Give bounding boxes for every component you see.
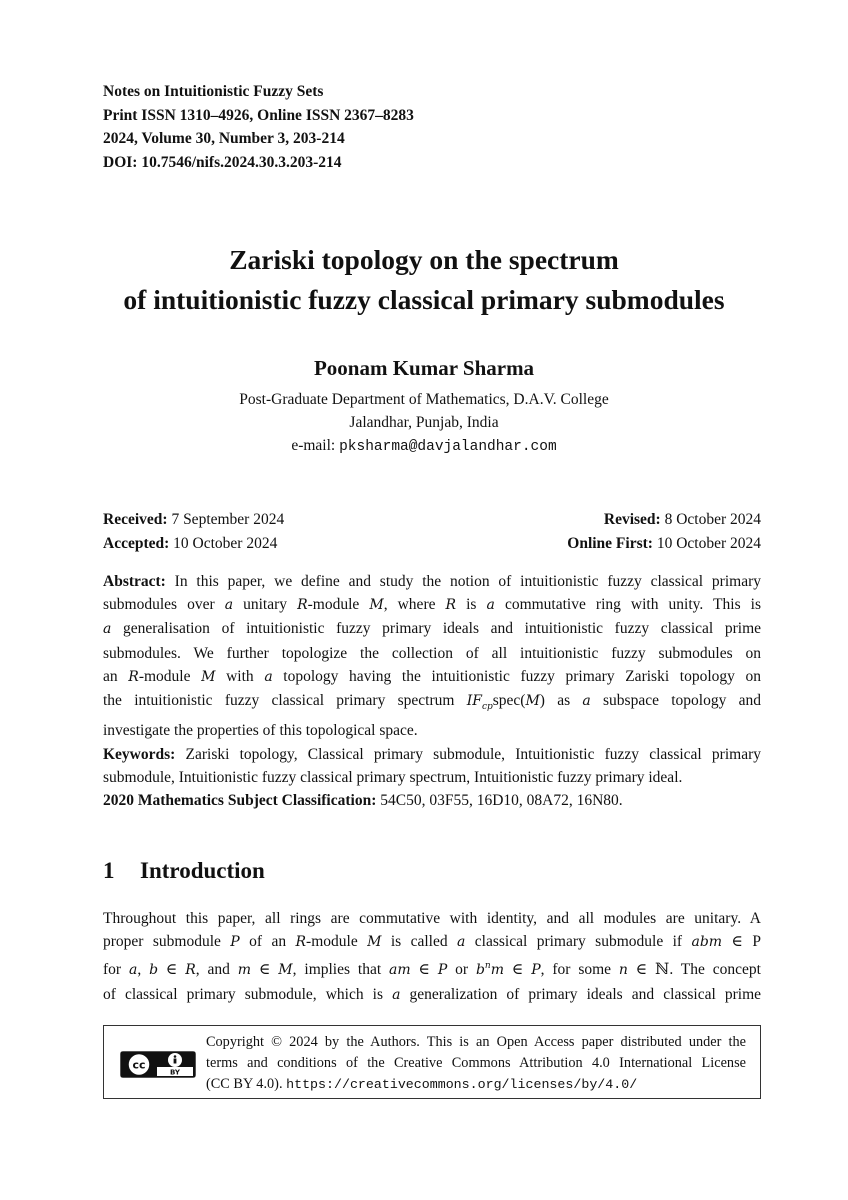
section-heading-introduction — [103, 858, 265, 884]
license-box — [103, 1025, 761, 1099]
journal-name: Notes on Intuitionistic Fuzzy Sets — [103, 83, 324, 100]
journal-volume: 2024, Volume 30, Number 3, 203-214 — [103, 130, 345, 147]
received-date: Received: 7 September 2024 — [103, 511, 285, 528]
affiliation-department: Post-Graduate Department of Mathematics, D.A.V. College — [239, 391, 609, 408]
msc-classification: 2020 Mathematics Subject Classification: 54C50, 03F55, 16D10, 08A72, 16N80. — [103, 791, 623, 809]
keywords-line-1: Keywords: Zariski topology, Classical primary submodule, Intuitionistic fuzzy classical primary — [103, 745, 761, 763]
email-link[interactable]: pksharma@davjalandhar.com — [339, 439, 557, 455]
online-first-date: Online First: 10 October 2024 — [567, 535, 761, 552]
section-title: Introduction — [140, 858, 265, 883]
revised-date: Revised: 8 October 2024 — [603, 511, 761, 528]
author-name: Poonam Kumar Sharma — [313, 356, 535, 380]
cc-by-license-icon[interactable] — [120, 1051, 196, 1078]
abstract-text: Abstract: In this paper, we define and study the notion of intuitionistic fuzzy classical primary submodules over a unitary R-module M, where R is a commutative ring with unity. This is a generalisation of intuitionistic fuzzy primary ideals and intuitionistic fuzzy classical prime submodules. We further topologize the collection of all intuitionistic fuzzy submodules on an R-module M with a topology having the intuitionistic fuzzy primary Zariski topology on the intuitionistic fuzzy classical primary spectrum $IF_{cp}spec(M)$ as a subspace topology and investigate the properties of this topological space. — [103, 573, 762, 740]
author-affiliation — [0, 388, 848, 459]
abstract-block — [103, 570, 761, 812]
svg-text:cc: cc — [132, 1058, 146, 1072]
keywords-line-2: submodule, Intuitionistic fuzzy classical primary spectrum, Intuitionistic fuzzy primary ideal. — [103, 768, 683, 786]
journal-issn: Print ISSN 1310–4926, Online ISSN 2367–8283 — [103, 106, 414, 124]
affiliation-email-line — [0, 434, 848, 459]
license-line-1: Copyright © 2024 by the Authors. This is an Open Access paper distributed under the — [206, 1034, 746, 1050]
article-dates — [103, 508, 761, 556]
email-label: e-mail: — [291, 437, 336, 454]
title-line-2: of intuitionistic fuzzy classical primary submodules — [123, 284, 725, 315]
license-text — [206, 1032, 746, 1095]
svg-text:BY: BY — [169, 1068, 181, 1077]
accepted-date: Accepted: 10 October 2024 — [103, 535, 278, 552]
journal-info — [103, 80, 414, 174]
license-url-link[interactable]: https://creativecommons.org/licenses/by/4.0/ — [286, 1077, 638, 1092]
affiliation-location: Jalandhar, Punjab, India — [349, 414, 499, 431]
journal-doi: DOI: 10.7546/nifs.2024.30.3.203-214 — [103, 153, 342, 171]
introduction-text: Throughout this paper, all rings are commutative with identity, and all modules are unitary. A proper submodule P of an R-module M is called a classical primary submodule if abm ∈ P for a, b ∈ R, and m ∈ M, implies that am ∈ P or $b^nm$ ∈ P, for some n ∈ ℕ. The concept of classical primary submodule, which is a generalization of primary ideals and classical prime — [103, 910, 762, 1003]
paper-title — [0, 240, 848, 320]
license-line-2: terms and conditions of the Creative Commons Attribution 4.0 International License — [206, 1055, 746, 1071]
title-line-1: Zariski topology on the spectrum — [229, 244, 619, 275]
license-line-3: (CC BY 4.0). https://creativecommons.org/licenses/by/4.0/ — [206, 1076, 638, 1092]
section-number: 1 — [103, 858, 115, 883]
